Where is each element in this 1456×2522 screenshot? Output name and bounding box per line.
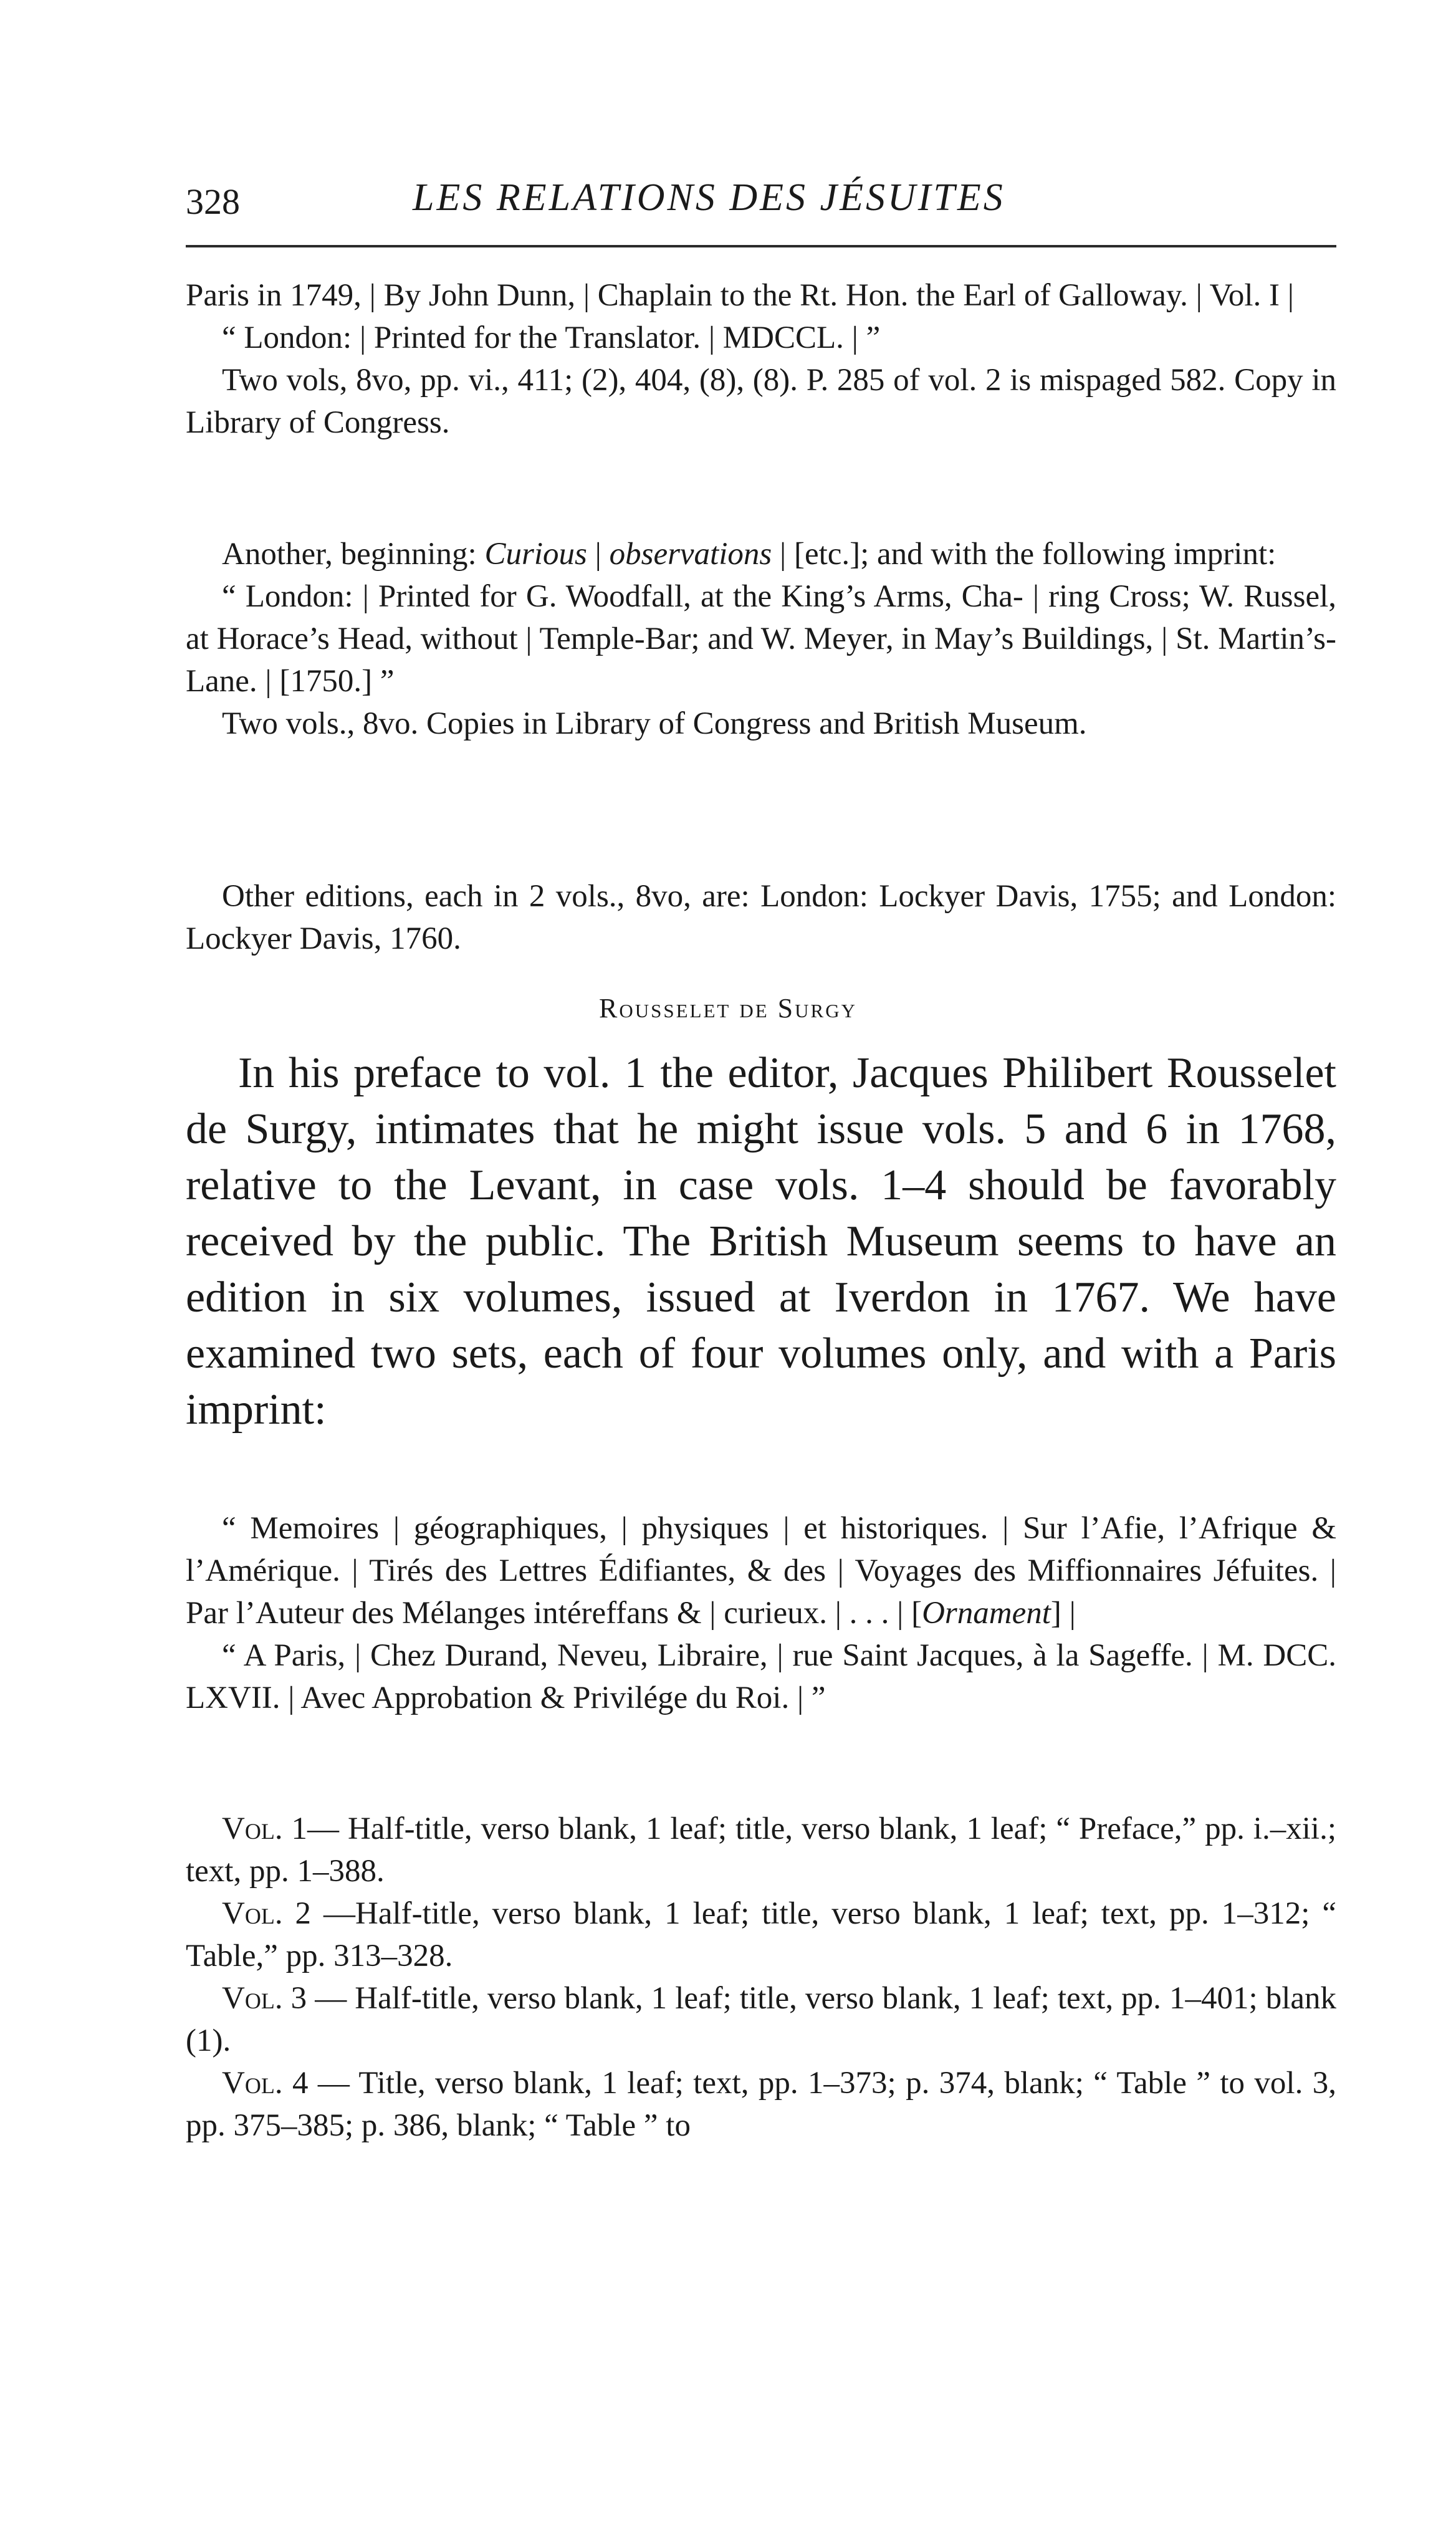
dunn-title-text: Paris in 1749, | By John Dunn, | Chaplain to the Rt. Hon. the Earl of Galloway. | Vol. I | (186, 278, 1295, 313)
other-editions-text: Other editions, each in 2 vols., 8vo, are: London: Lockyer Davis, 1755; and London: Lockyer Davis, 1760. (186, 879, 1336, 956)
vol4-text: — Title, verso blank, 1 leaf; text, pp. 1–373; p. 374, blank; “ Table ” to vol. 3, pp. 375–385; p. 386, blank; “ Table ” to (186, 2066, 1337, 2143)
vol3-label: Vol. 3 (222, 1981, 307, 2016)
vol1-collation (186, 1808, 1336, 1892)
vol1-label: Vol. 1 (222, 1811, 308, 1846)
intro-curious: Curious (484, 537, 587, 572)
memoires-title (186, 1507, 1336, 1634)
vol3-collation (186, 1977, 1336, 2062)
intro-text-a: Another, beginning: (222, 537, 485, 572)
vol3-text: — Half-title, verso blank, 1 leaf; title, verso blank, 1 leaf; text, pp. 1–401; blank (1). (186, 1981, 1336, 2058)
dunn-imprint: “ London: | Printed for the Translator. | MDCCL. | ” (222, 320, 881, 355)
page-number: 328 (186, 181, 240, 222)
woodfall-imprint: “ London: | Printed for G. Woodfall, at the King’s Arms, Cha- | ring Cross; W. Russel, at Horace’s Head, without | Temple-Bar; and W. Meyer, in May’s Buildings, | St. Martin’s-Lane. | [1750.] ” (186, 579, 1336, 699)
main-paragraph-block (186, 1045, 1336, 1438)
section-heading: Rousselet de Surgy (599, 993, 857, 1024)
main-paragraph: In his preface to vol. 1 the editor, Jacques Philibert Rousselet de Surgy, intimates that he might issue vols. 5 and 6 in 1768, relative to the Levant, in case vols. 1–4 should be favorably received by the public. The British Museum seems to have an edition in six volumes, issued at Iverdon in 1767. We have examined two sets, each of four volumes only, and with a Paris imprint: (186, 1049, 1336, 1434)
vol2-text: —Half-title, verso blank, 1 leaf; title, verso blank, 1 leaf; text, pp. 1–312; “ Table,” pp. 313–328. (186, 1896, 1337, 1973)
vol2-collation (186, 1892, 1336, 1977)
dunn-collation: Two vols, 8vo, pp. vi., 411; (2), 404, (8), (8). P. 285 of vol. 2 is mispaged 582. Copy in Library of Congress. (186, 363, 1336, 440)
memoires-title-text: “ Memoires | géographiques, | physiques | et historiques. | Sur l’Afie, l’Afrique & l’Amérique. | Tirés des Lettres Édifiantes, & des | Voyages des Miffionnaires Jéfuites. | Par l’Auteur des Mélanges intéreffans & | curieux. | . . . | [ (186, 1511, 1336, 1631)
another-edition-block (186, 533, 1336, 745)
ornament-label: Ornament (922, 1596, 1051, 1631)
vol4-label: Vol. 4 (222, 2066, 309, 2101)
vol4-collation (186, 2062, 1336, 2147)
intro-text-b: | (587, 537, 610, 572)
memoires-title-end: ] | (1050, 1596, 1076, 1631)
vol1-text: — Half-title, verso blank, 1 leaf; title, verso blank, 1 leaf; “ Preface,” pp. i.–xii.; text, pp. 1–388. (186, 1811, 1336, 1889)
dunn-edition-block (186, 274, 1336, 444)
page-header (186, 176, 1336, 232)
intro-observations: observations (609, 537, 772, 572)
another-intro (186, 533, 1336, 575)
header-rule (186, 245, 1336, 247)
other-editions-block (186, 875, 1336, 960)
running-title: LES RELATIONS DES JÉSUITES (413, 176, 1005, 219)
another-copies: Two vols., 8vo. Copies in Library of Congress and British Museum. (222, 706, 1087, 741)
vol2-label: Vol. 2 (222, 1896, 312, 1931)
volume-collations (186, 1808, 1336, 2147)
durand-imprint: “ A Paris, | Chez Durand, Neveu, Libraire, | rue Saint Jacques, à la Sageffe. | M. DCC. LXVII. | Avec Approbation & Privilége du Roi. | ” (186, 1638, 1336, 1715)
memoires-title-block (186, 1507, 1336, 1719)
intro-text-c: | [etc.]; and with the following imprint: (772, 537, 1276, 572)
